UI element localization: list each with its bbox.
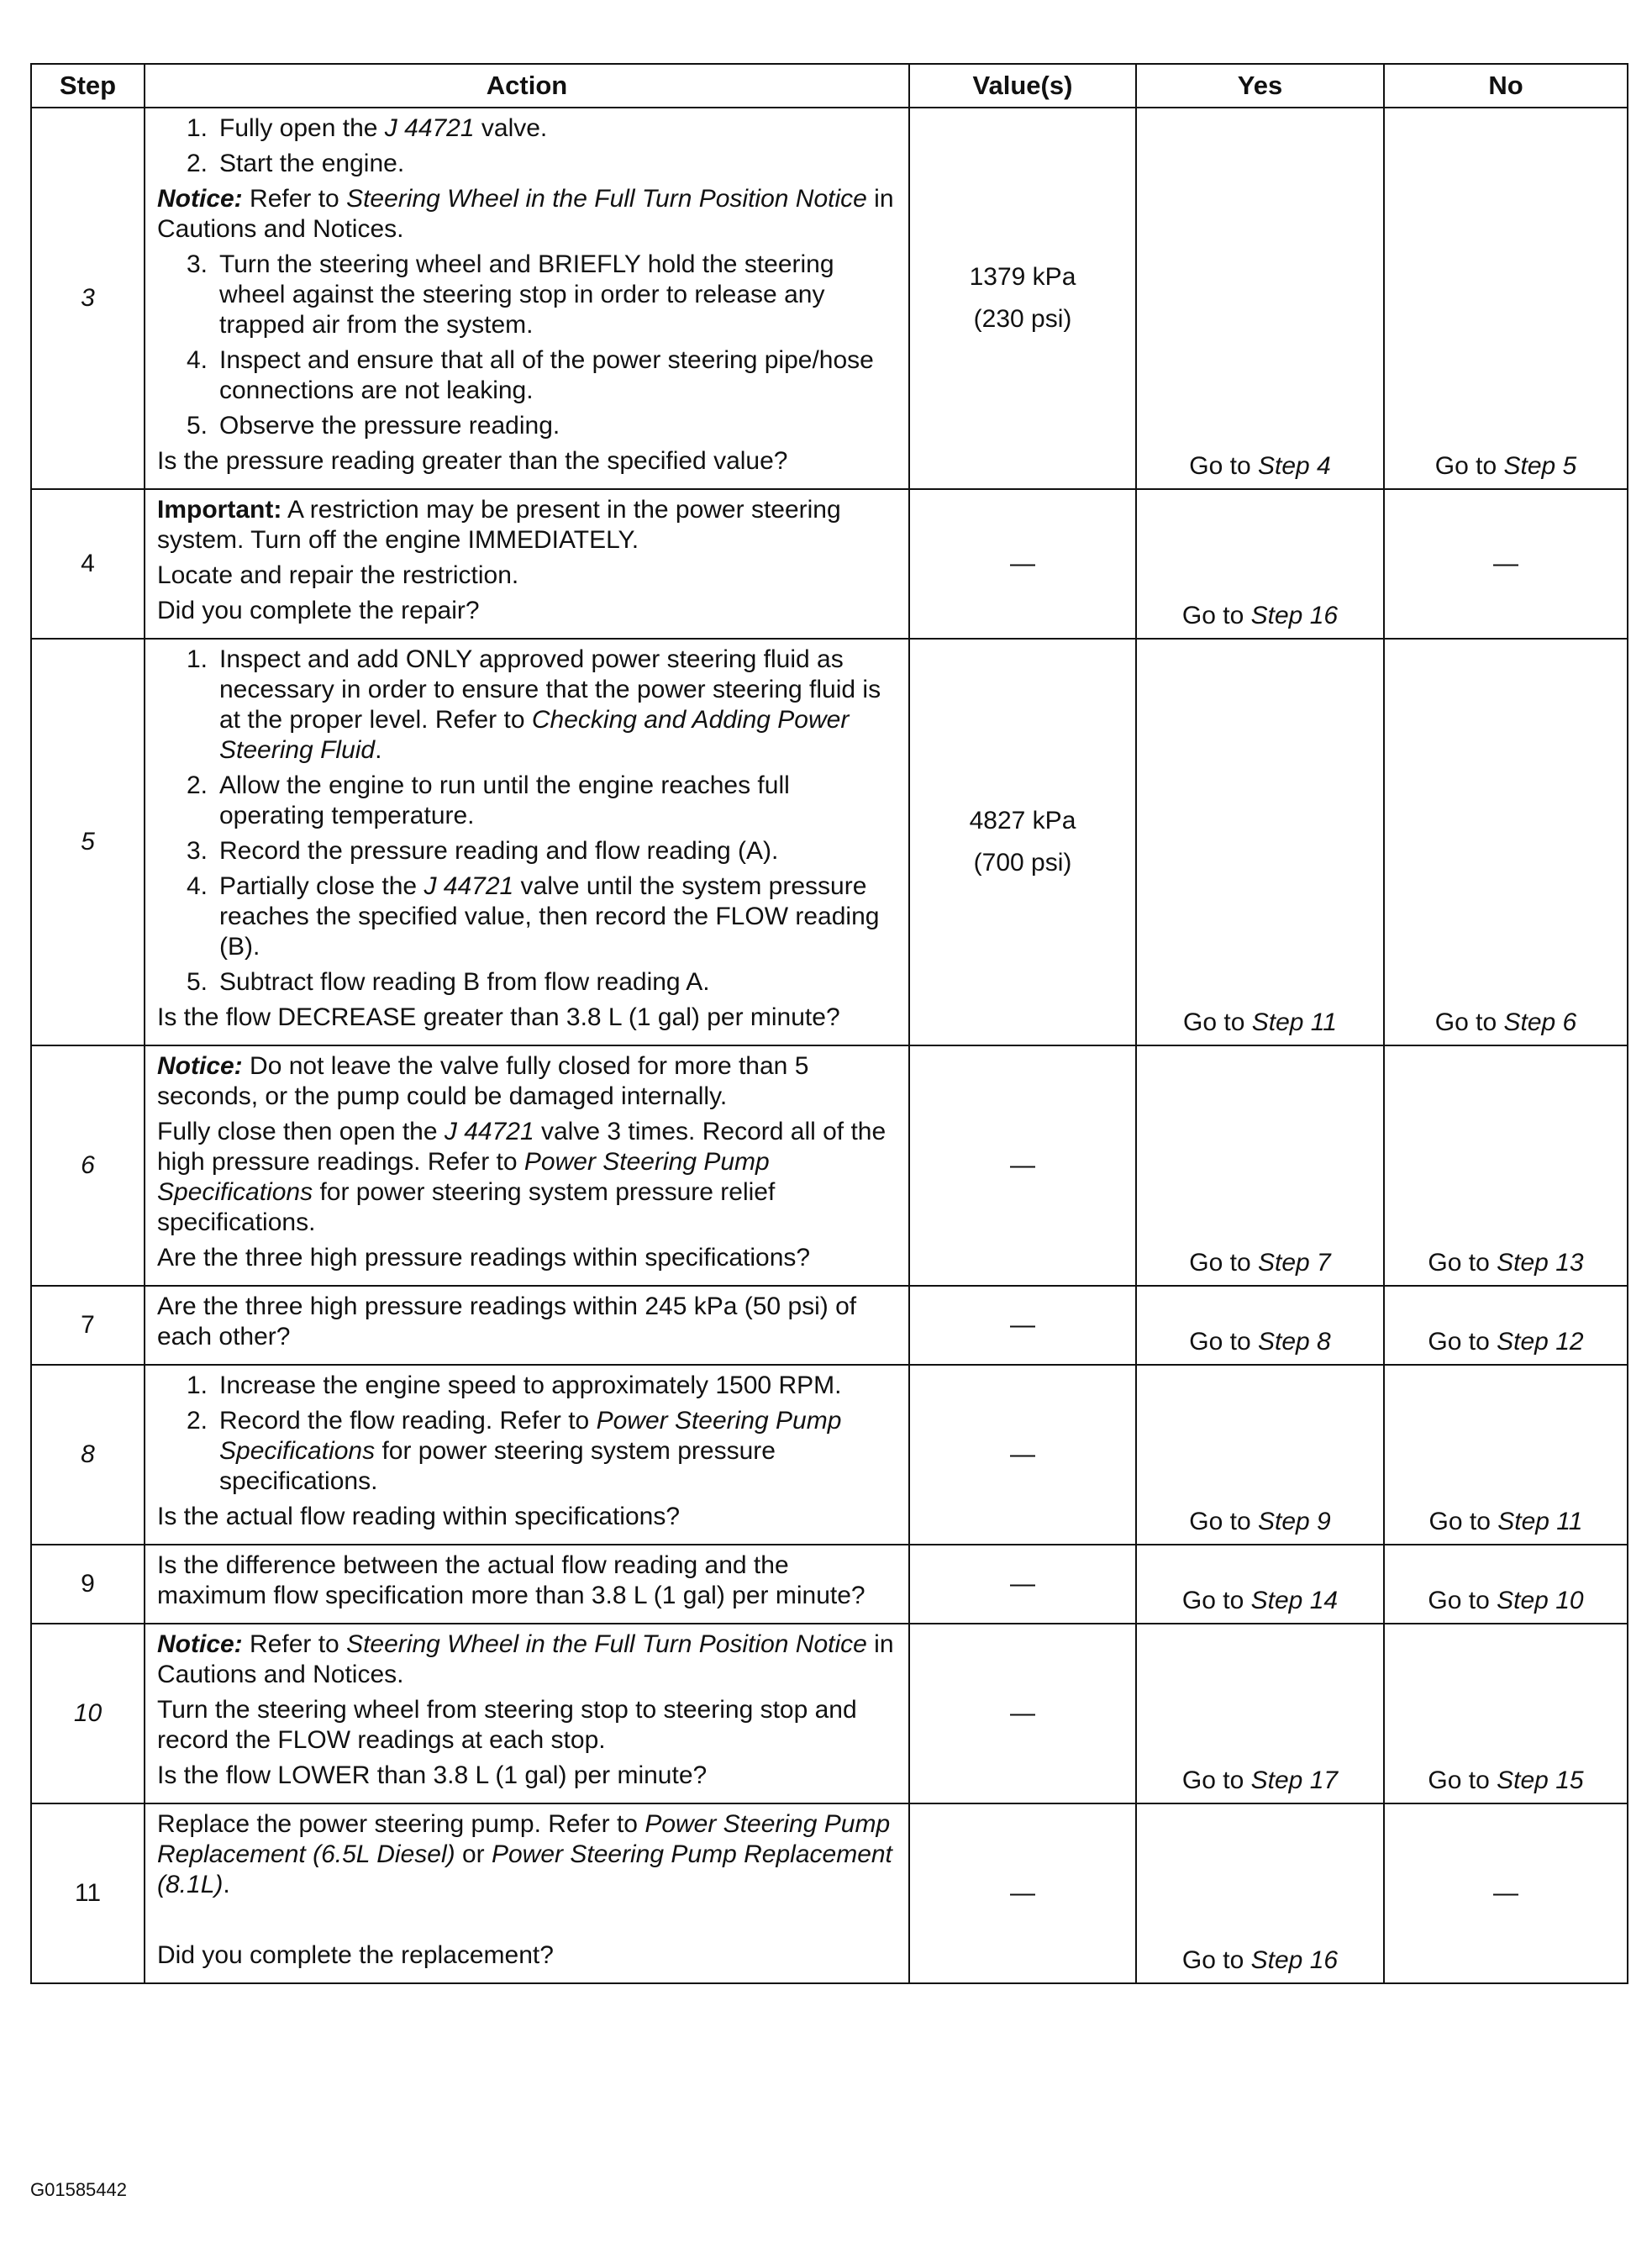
action-cell (145, 1045, 909, 1286)
action-cell (145, 1624, 909, 1803)
go-to-label: Go to (1189, 1328, 1251, 1356)
action-paragraph (157, 1761, 897, 1791)
reference-text: Power Steering Pump Replacement (8.1L) (157, 1840, 892, 1898)
step-number: 10 (31, 1624, 145, 1803)
action-cell (145, 1286, 909, 1365)
action-step-item (157, 871, 897, 962)
yes-cell (1136, 1624, 1384, 1803)
space (1490, 1249, 1497, 1277)
value-cell (909, 108, 1136, 489)
text-run: . (375, 736, 382, 764)
reference-text: Checking and Adding Power Steering Fluid (219, 706, 850, 764)
reference-text: J 44721 (384, 114, 475, 142)
diagnostic-table-page (30, 63, 1628, 1984)
text-run: Did you complete the repair? (157, 597, 480, 624)
yes-cell (1136, 639, 1384, 1045)
target-step: Step 7 (1257, 1249, 1331, 1277)
label-emphasis: Notice: (157, 1630, 243, 1658)
step-number: 8 (31, 1365, 145, 1545)
table-row (31, 1286, 1628, 1365)
item-number: 1. (186, 1372, 208, 1399)
space (1490, 1328, 1497, 1356)
item-number: 2. (186, 1407, 208, 1435)
table-row (31, 639, 1628, 1045)
action-paragraph (157, 1243, 897, 1273)
value-text: — (1010, 1440, 1035, 1468)
text-run: Is the flow DECREASE greater than 3.8 L (1 gal) per minute? (157, 1003, 840, 1031)
target-step: Step 11 (1497, 1508, 1583, 1535)
value-cell (909, 489, 1136, 639)
target-step: Step 11 (1251, 1008, 1337, 1036)
text-run: in Cautions and Notices. (157, 185, 894, 243)
text-run: Refer to (242, 185, 347, 213)
target-step: Step 9 (1257, 1508, 1331, 1535)
value-text: 1379 kPa (969, 263, 1076, 291)
reference-text: Steering Wheel in the Full Turn Position Notice (346, 185, 867, 213)
step-number: 9 (31, 1545, 145, 1624)
go-to-label: Go to (1434, 1008, 1497, 1036)
go-to-label: Go to (1181, 1587, 1244, 1614)
figure-id: G01585442 (30, 2179, 127, 2200)
go-to-label: Go to (1428, 1249, 1490, 1277)
go-to-label: Go to (1428, 1508, 1491, 1535)
table-row (31, 1045, 1628, 1286)
item-text (219, 871, 897, 962)
table-row (31, 108, 1628, 489)
item-text (219, 149, 897, 179)
text-run: Refer to (242, 1630, 347, 1658)
action-step-item (157, 345, 897, 406)
text-run: Partially close the (219, 872, 424, 900)
item-number: 3. (186, 837, 208, 865)
dash: — (1493, 550, 1518, 577)
label-emphasis: Notice: (157, 185, 243, 213)
reference-text: J 44721 (444, 1118, 534, 1145)
text-run: Inspect and ensure that all of the power steering pipe/hose connections are not leaking. (219, 346, 874, 404)
action-cell (145, 1545, 909, 1624)
no-cell (1384, 489, 1628, 639)
label-emphasis: Important: (157, 496, 282, 524)
item-number: 4. (186, 872, 208, 900)
text-run: Do not leave the valve fully closed for more than 5 seconds, or the pump could be damaged internally. (157, 1052, 809, 1110)
text-run: Is the difference between the actual flow reading and the maximum flow specification more than 3.8 L (1 gal) per minute? (157, 1551, 865, 1609)
yes-cell (1136, 1545, 1384, 1624)
space (1244, 1587, 1250, 1614)
item-number: 1. (186, 645, 208, 673)
action-cell (145, 639, 909, 1045)
table-row (31, 1545, 1628, 1624)
value-cell (909, 1803, 1136, 1983)
item-text (219, 345, 897, 406)
text-run: Fully open the (219, 114, 385, 142)
yes-cell (1136, 1803, 1384, 1983)
action-step-item (157, 1371, 897, 1401)
step-number: 4 (31, 489, 145, 639)
reference-text: Power Steering Pump Replacement (6.5L Diesel) (157, 1810, 891, 1868)
target-step: Step 6 (1503, 1008, 1577, 1036)
item-text (219, 836, 897, 866)
reference-text: J 44721 (424, 872, 514, 900)
yes-cell (1136, 1365, 1384, 1545)
action-step-item (157, 250, 897, 340)
space (1244, 1766, 1250, 1794)
go-to-label: Go to (1428, 1766, 1490, 1794)
no-cell (1384, 1624, 1628, 1803)
text-run: for power steering system pressure relief specifications. (157, 1178, 776, 1236)
no-cell (1384, 1286, 1628, 1365)
text-run: Record the flow reading. Refer to (219, 1407, 597, 1435)
text-run: Replace the power steering pump. Refer to (157, 1810, 645, 1838)
action-paragraph (157, 1695, 897, 1756)
reference-text: Steering Wheel in the Full Turn Position Notice (346, 1630, 867, 1658)
yes-cell (1136, 1286, 1384, 1365)
action-paragraph (157, 1551, 897, 1611)
text-run: Are the three high pressure readings within specifications? (157, 1244, 811, 1272)
header-values: Value(s) (909, 64, 1136, 108)
text-run: . (223, 1871, 230, 1898)
action-paragraph (157, 1809, 897, 1900)
target-step: Step 8 (1257, 1328, 1331, 1356)
action-paragraph (157, 1502, 897, 1532)
reference-text: Power Steering Pump Specifications (157, 1148, 770, 1206)
text-run: Observe the pressure reading. (219, 412, 560, 440)
action-step-item (157, 411, 897, 441)
item-number: 5. (186, 968, 208, 996)
diagnostic-table (30, 63, 1628, 1984)
step-number: 6 (31, 1045, 145, 1286)
value-text: — (1010, 550, 1035, 577)
action-cell (145, 1803, 909, 1983)
action-paragraph (157, 1292, 897, 1352)
no-cell (1384, 639, 1628, 1045)
no-cell (1384, 1365, 1628, 1545)
text-run: Turn the steering wheel from steering stop to steering stop and record the FLOW readings at each stop. (157, 1696, 857, 1754)
text-run: Fully close then open the (157, 1118, 445, 1145)
target-step: Step 14 (1250, 1587, 1339, 1614)
text-run: A restriction may be present in the power steering system. Turn off the engine IMMEDIATELY. (157, 496, 841, 554)
dash: — (1493, 1879, 1518, 1907)
text-run: Are the three high pressure readings within 245 kPa (50 psi) of each other? (157, 1293, 857, 1351)
text-run: or (455, 1840, 492, 1868)
go-to-label: Go to (1189, 452, 1251, 480)
step-number: 11 (31, 1803, 145, 1983)
action-step-item (157, 967, 897, 998)
action-step-item (157, 836, 897, 866)
label-emphasis: Notice: (157, 1052, 243, 1080)
target-step: Step 15 (1497, 1766, 1584, 1794)
text-run: Inspect and add ONLY approved power steering fluid as necessary in order to ensure that the power steering fluid is at the proper level. Refer to (219, 645, 881, 734)
value-text: (230 psi) (973, 305, 1072, 333)
no-cell (1384, 1045, 1628, 1286)
text-run: in Cautions and Notices. (157, 1630, 894, 1688)
item-text (219, 1371, 897, 1401)
action-paragraph (157, 184, 897, 245)
text-run: valve until the system pressure reaches the specified value, then record the FLOW reading (B). (219, 872, 880, 961)
no-cell (1384, 108, 1628, 489)
action-paragraph (157, 495, 897, 555)
step-number: 5 (31, 639, 145, 1045)
space (1251, 1328, 1258, 1356)
item-text (219, 1406, 897, 1497)
target-step: Step 12 (1497, 1328, 1584, 1356)
header-action: Action (145, 64, 909, 108)
text-run: Turn the steering wheel and BRIEFLY hold the steering wheel against the steering stop in order to release any trapped air from the system. (219, 250, 834, 339)
text-run: Allow the engine to run until the engine reaches full operating temperature. (219, 771, 790, 829)
no-cell (1384, 1803, 1628, 1983)
item-text (219, 113, 897, 144)
action-cell (145, 489, 909, 639)
target-step: Step 16 (1250, 1946, 1339, 1974)
text-run: valve. (474, 114, 548, 142)
no-cell (1384, 1545, 1628, 1624)
value-text: — (1010, 1879, 1035, 1907)
target-step: Step 10 (1497, 1587, 1584, 1614)
action-paragraph (157, 561, 897, 591)
target-step: Step 5 (1503, 452, 1577, 480)
table-row (31, 1803, 1628, 1983)
value-text: — (1010, 1311, 1035, 1339)
item-number: 3. (186, 250, 208, 278)
go-to-label: Go to (1434, 452, 1497, 480)
text-run: Locate and repair the restriction. (157, 561, 519, 589)
action-step-item (157, 1406, 897, 1497)
action-step-item (157, 771, 897, 831)
space (1251, 1249, 1258, 1277)
header-yes: Yes (1136, 64, 1384, 108)
item-text (219, 411, 897, 441)
item-number: 4. (186, 346, 208, 374)
action-step-item (157, 645, 897, 766)
space (1490, 1587, 1497, 1614)
text-run: Start the engine. (219, 150, 405, 177)
value-cell (909, 1286, 1136, 1365)
text-run: Record the pressure reading and flow reading (A). (219, 837, 779, 865)
value-text: — (1010, 1570, 1035, 1598)
header-step: Step (31, 64, 145, 108)
item-number: 1. (186, 114, 208, 142)
space (1244, 602, 1250, 629)
text-run: Increase the engine speed to approximately 1500 RPM. (219, 1372, 842, 1399)
action-cell (145, 1365, 909, 1545)
text-run: Is the actual flow reading within specifications? (157, 1503, 681, 1530)
table-row (31, 1624, 1628, 1803)
action-paragraph (157, 1003, 897, 1033)
action-paragraph (157, 446, 897, 476)
table-row (31, 1365, 1628, 1545)
text-run: Is the flow LOWER than 3.8 L (1 gal) per minute? (157, 1761, 708, 1789)
text-run: Subtract flow reading B from flow reading A. (219, 968, 710, 996)
table-body (31, 108, 1628, 1983)
action-paragraph (157, 1905, 897, 1935)
value-text: — (1010, 1699, 1035, 1727)
space (1244, 1008, 1251, 1036)
table-row (31, 489, 1628, 639)
action-cell (145, 108, 909, 489)
go-to-label: Go to (1183, 1008, 1245, 1036)
text-run: Did you complete the replacement? (157, 1941, 554, 1969)
target-step: Step 17 (1250, 1766, 1339, 1794)
text-run: for power steering system pressure specifications. (219, 1437, 776, 1495)
text-run: Is the pressure reading greater than the specified value? (157, 447, 788, 475)
value-cell (909, 1045, 1136, 1286)
table-header-row (31, 64, 1628, 108)
item-text (219, 250, 897, 340)
item-text (219, 645, 897, 766)
yes-cell (1136, 108, 1384, 489)
go-to-label: Go to (1428, 1587, 1490, 1614)
action-paragraph (157, 1630, 897, 1690)
value-text: (700 psi) (973, 849, 1072, 877)
action-paragraph (157, 1940, 897, 1971)
target-step: Step 16 (1250, 602, 1339, 629)
go-to-label: Go to (1428, 1328, 1490, 1356)
go-to-label: Go to (1189, 1508, 1251, 1535)
value-text: 4827 kPa (969, 807, 1076, 835)
action-step-item (157, 149, 897, 179)
item-number: 2. (186, 771, 208, 799)
target-step: Step 4 (1257, 452, 1331, 480)
space (1244, 1946, 1250, 1974)
go-to-label: Go to (1181, 1766, 1244, 1794)
space (1490, 1766, 1497, 1794)
go-to-label: Go to (1181, 1946, 1244, 1974)
space (1251, 1508, 1258, 1535)
target-step: Step 13 (1497, 1249, 1584, 1277)
value-cell (909, 639, 1136, 1045)
value-cell (909, 1365, 1136, 1545)
go-to-label: Go to (1181, 602, 1244, 629)
action-paragraph (157, 1117, 897, 1238)
go-to-label: Go to (1189, 1249, 1251, 1277)
yes-cell (1136, 489, 1384, 639)
value-cell (909, 1624, 1136, 1803)
action-paragraph (157, 1051, 897, 1112)
header-no: No (1384, 64, 1628, 108)
step-number: 3 (31, 108, 145, 489)
yes-cell (1136, 1045, 1384, 1286)
action-paragraph (157, 596, 897, 626)
value-cell (909, 1545, 1136, 1624)
space (1251, 452, 1258, 480)
item-number: 5. (186, 412, 208, 440)
value-text: — (1010, 1151, 1035, 1179)
step-number: 7 (31, 1286, 145, 1365)
item-number: 2. (186, 150, 208, 177)
item-text (219, 967, 897, 998)
reference-text: Power Steering Pump Specifications (219, 1407, 842, 1465)
item-text (219, 771, 897, 831)
text-run: valve 3 times. Record all of the high pressure readings. Refer to (157, 1118, 887, 1176)
action-step-item (157, 113, 897, 144)
space (1491, 1508, 1497, 1535)
